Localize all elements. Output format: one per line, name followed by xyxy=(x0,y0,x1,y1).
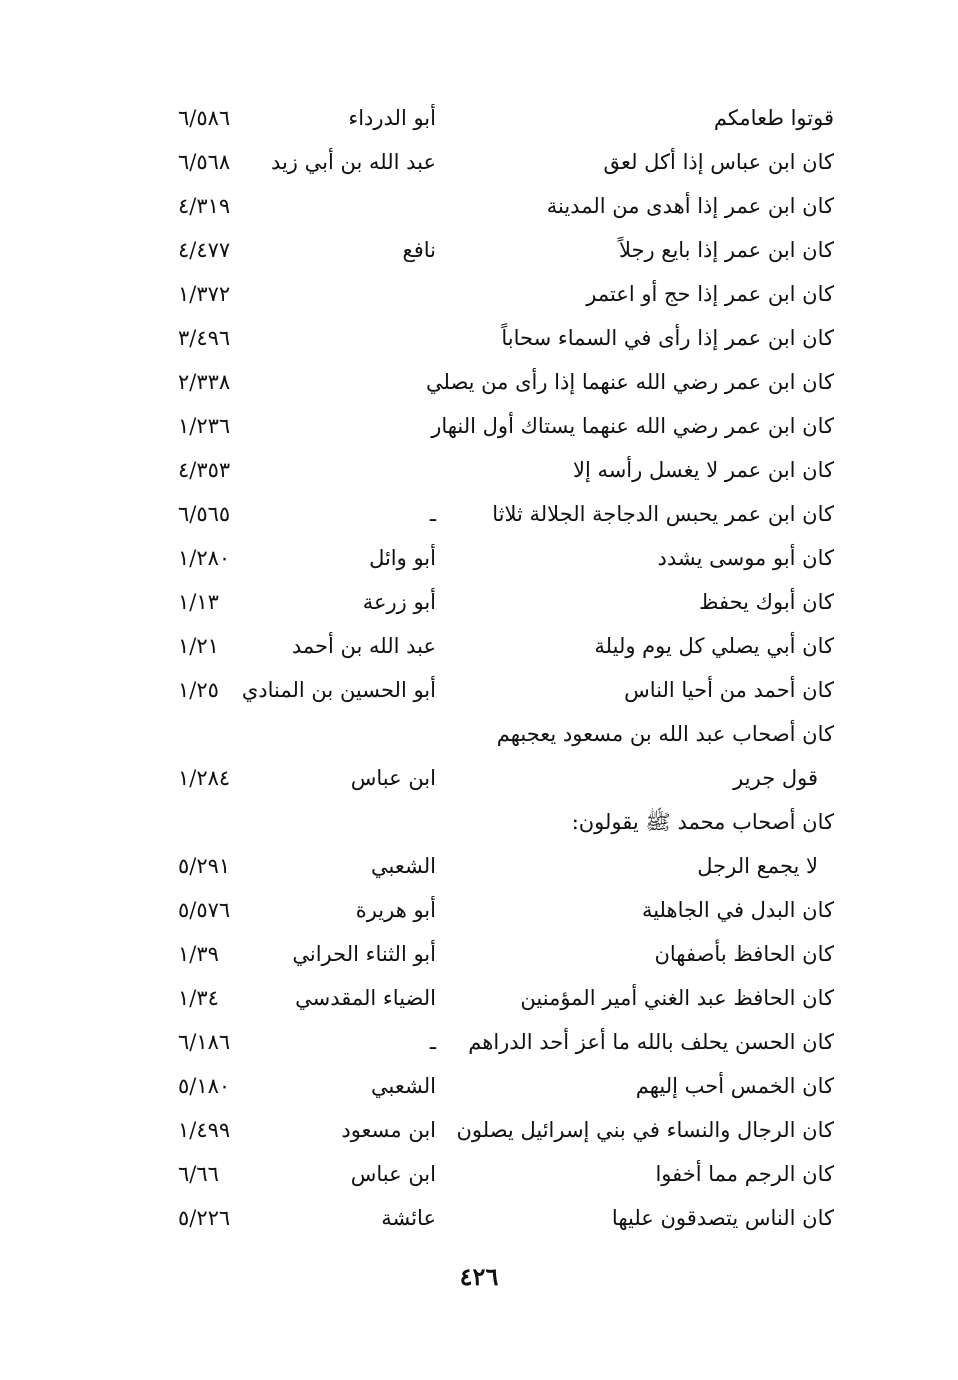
index-entry xyxy=(0,580,958,624)
entry-narrator: الشعبي xyxy=(371,854,436,878)
entry-reference: ٦/٦٦ xyxy=(178,1162,219,1186)
entry-reference: ١/١٣ xyxy=(178,590,219,614)
entry-reference: ١/٢١ xyxy=(178,634,219,658)
entry-narrator: عبد الله بن أحمد xyxy=(291,634,436,658)
entry-phrase: كان البدل في الجاهلية xyxy=(641,898,834,922)
entry-reference: ٥/٥٧٦ xyxy=(178,898,231,922)
entry-phrase: كان ابن عمر إذا حج أو اعتمر xyxy=(586,282,834,306)
entry-narrator: أبو الدرداء xyxy=(348,106,436,130)
entry-reference: ٥/٢٢٦ xyxy=(178,1206,231,1230)
entry-phrase: كان ابن عمر إذا أهدى من المدينة xyxy=(546,194,834,218)
index-entry xyxy=(0,404,958,448)
entry-narrator: عائشة xyxy=(381,1206,436,1230)
entry-phrase: كان ابن عباس إذا أكل لعق xyxy=(603,150,834,174)
entry-narrator: ابن مسعود xyxy=(341,1118,436,1142)
entry-narrator: أبو الثناء الحراني xyxy=(292,942,436,966)
entry-phrase: كان الحافظ بأصفهان xyxy=(654,942,834,966)
entry-phrase: كان أبوك يحفظ xyxy=(699,590,834,614)
index-entry xyxy=(0,1196,958,1240)
entry-phrase: كان ابن عمر رضي الله عنهما إذا رأى من يصلي xyxy=(425,370,834,394)
entry-phrase: كان أبو موسى يشدد xyxy=(657,546,834,570)
index-entry xyxy=(0,184,958,228)
index-entry xyxy=(0,1020,958,1064)
index-entry xyxy=(0,800,958,844)
index-entry xyxy=(0,932,958,976)
entry-narrator: الضياء المقدسي xyxy=(295,986,436,1010)
entry-phrase: كان أصحاب عبد الله بن مسعود يعجبهم xyxy=(496,722,834,746)
entry-narrator: ـ xyxy=(429,1030,436,1054)
entry-reference: ٣/٤٩٦ xyxy=(178,326,231,350)
entry-reference: ٦/٥٨٦ xyxy=(178,106,231,130)
index-entry xyxy=(0,1108,958,1152)
entry-narrator: أبو زرعة xyxy=(362,590,436,614)
index-entry xyxy=(0,140,958,184)
entry-narrator: أبو هريرة xyxy=(355,898,436,922)
entry-reference: ٤/٤٧٧ xyxy=(178,238,231,262)
entry-reference: ٦/١٨٦ xyxy=(178,1030,231,1054)
entry-phrase: كان الحسن يحلف بالله ما أعز أحد الدراهم xyxy=(468,1030,834,1054)
entry-narrator: ابن عباس xyxy=(350,1162,436,1186)
entry-phrase: كان أصحاب محمد ﷺ يقولون: xyxy=(571,810,834,834)
entry-reference: ١/٢٥ xyxy=(178,678,219,702)
index-entry xyxy=(0,624,958,668)
index-entry xyxy=(0,756,958,800)
entry-phrase: كان الحافظ عبد الغني أمير المؤمنين xyxy=(520,986,834,1010)
entry-phrase: كان ابن عمر لا يغسل رأسه إلا xyxy=(572,458,834,482)
entry-phrase: قوتوا طعامكم xyxy=(713,106,834,130)
page-number: ٤٢٦ xyxy=(459,1262,499,1291)
entry-narrator: ابن عباس xyxy=(350,766,436,790)
entry-narrator: ـ xyxy=(429,502,436,526)
entry-narrator: نافع xyxy=(402,238,436,262)
entry-phrase: قول جرير xyxy=(733,766,818,790)
entry-reference: ١/٢٨٤ xyxy=(178,766,231,790)
index-entry xyxy=(0,536,958,580)
index-entry xyxy=(0,492,958,536)
entry-reference: ١/٤٩٩ xyxy=(178,1118,231,1142)
entry-phrase: كان ابن عمر رضي الله عنهما يستاك أول النهار xyxy=(431,414,834,438)
index-entry xyxy=(0,448,958,492)
entry-reference: ٤/٣١٩ xyxy=(178,194,231,218)
entry-phrase: كان أحمد من أحيا الناس xyxy=(624,678,834,702)
index-entry xyxy=(0,888,958,932)
entry-narrator: أبو الحسين بن المنادي xyxy=(241,678,436,702)
entry-reference: ١/٣٩ xyxy=(178,942,219,966)
entry-narrator: الشعبي xyxy=(371,1074,436,1098)
entry-phrase: كان الناس يتصدقون عليها xyxy=(611,1206,834,1230)
index-entry xyxy=(0,1152,958,1196)
entry-reference: ٦/٥٦٨ xyxy=(178,150,231,174)
entry-reference: ١/٣٤ xyxy=(178,986,219,1010)
index-entry xyxy=(0,316,958,360)
entry-narrator: أبو وائل xyxy=(369,546,436,570)
entry-reference xyxy=(178,712,268,756)
entry-phrase: كان ابن عمر إذا بايع رجلاً xyxy=(618,238,834,262)
entry-phrase: كان الخمس أحب إليهم xyxy=(635,1074,834,1098)
index-entry xyxy=(0,96,958,140)
index-entry xyxy=(0,668,958,712)
index-entry xyxy=(0,1064,958,1108)
entry-phrase: كان أبي يصلي كل يوم وليلة xyxy=(594,634,834,658)
entry-phrase: لا يجمع الرجل xyxy=(697,854,818,878)
entry-phrase: كان ابن عمر يحبس الدجاجة الجلالة ثلاثا xyxy=(492,502,834,526)
entry-reference: ٥/١٨٠ xyxy=(178,1074,231,1098)
entry-phrase: كان ابن عمر إذا رأى في السماء سحاباً xyxy=(501,326,834,350)
index-entry xyxy=(0,976,958,1020)
index-entry xyxy=(0,272,958,316)
entry-reference: ١/٢٣٦ xyxy=(178,414,231,438)
entry-reference: ٢/٣٣٨ xyxy=(178,370,231,394)
entry-reference xyxy=(178,800,268,844)
index-entry xyxy=(0,712,958,756)
index-entry xyxy=(0,844,958,888)
entry-reference: ١/٢٨٠ xyxy=(178,546,231,570)
entry-reference: ١/٣٧٢ xyxy=(178,282,231,306)
entry-narrator: عبد الله بن أبي زيد xyxy=(270,150,436,174)
entry-reference: ٥/٢٩١ xyxy=(178,854,231,878)
index-entries xyxy=(0,96,958,1240)
entry-phrase: كان الرجال والنساء في بني إسرائيل يصلون xyxy=(456,1118,834,1142)
index-entry xyxy=(0,360,958,404)
entry-reference: ٤/٣٥٣ xyxy=(178,458,231,482)
entry-phrase: كان الرجم مما أخفوا xyxy=(655,1162,834,1186)
index-entry xyxy=(0,228,958,272)
entry-reference: ٦/٥٦٥ xyxy=(178,502,231,526)
